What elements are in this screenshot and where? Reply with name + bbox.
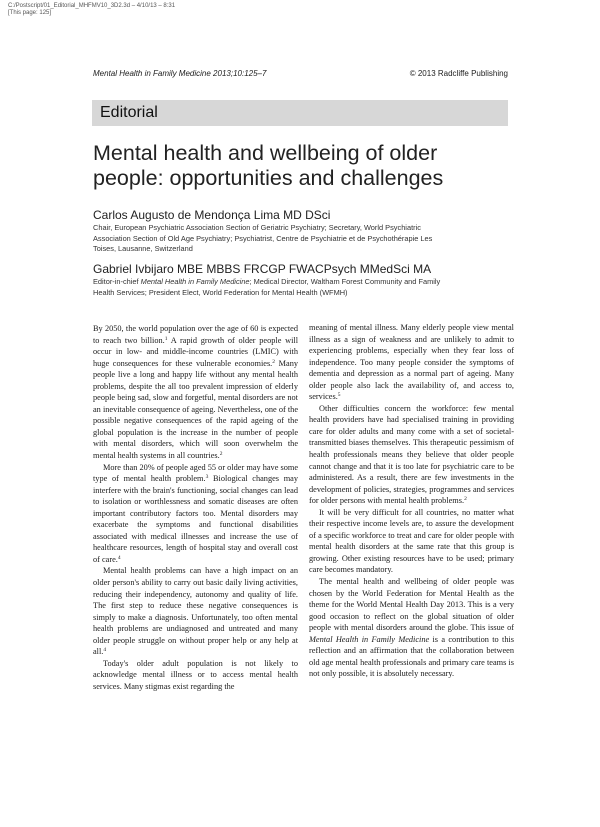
affiliation-line: Toises, Lausanne, Switzerland (93, 244, 193, 254)
citation-ref: 3 (205, 474, 209, 481)
paragraph: By 2050, the world population over the age of 60 is expected to reach two billion.$^1$ A rapid growth of older people will occur in low- and middle-income countries (LMIC) with huge consequences for these vulnerable economies.$^2$ Many people live a long and happy life without any mental health problems, despite the all too prevalent impression of elderly people being sad, slow and forgetful, mental disorders are not an inevitable consequence of ageing. Nevertheless, one of the possible negative consequences of the rapid ageing of the global population is the increase in the number of people with mental disorders, which will soon overwhelm the mental health systems in all countries.$^2$ (93, 324, 298, 461)
affiliation-line: Chair, European Psychiatric Association Section of Geriatric Psychiatry; Secretary, World Psychiatric (93, 223, 421, 232)
author-name: Gabriel Ivbijaro MBE MBBS FRCGP FWACPsych MMedSci MA (93, 262, 432, 276)
citation-ref: 2 (464, 496, 467, 503)
article-title: Mental health and wellbeing of older people: opportunities and challenges (93, 141, 444, 190)
body-column-left (93, 323, 298, 693)
journal-name: Mental Health in Family Medicine (309, 634, 430, 644)
affiliation-line: Association Section of Old Age Psychiatry; Psychiatrist, Centre de Psychiatrie et de Psychothérapie Les (93, 233, 433, 243)
paragraph: Other difficulties concern the workforce: few mental health providers have had specialised training in providing care for older adults and many come with a set of societal-transmitted biases themselves. This therapeutic pessimism of health professionals means they believe that older people cannot change and that it is too late for psychiatric care to be administered. As a result, there are few investments in the development of policies, strategies, programmes and services for older persons with mental health problems.$^2$ (309, 403, 514, 506)
body-column-right (309, 322, 514, 680)
author-block-2 (93, 262, 513, 298)
file-header-page: [This page: 125] (8, 9, 52, 16)
affiliation-text: ; Medical Director, Waltham Forest Community and Family (249, 277, 441, 286)
affiliation-line: Health Services; President Elect, World Federation for Mental Health (WFMH) (93, 287, 348, 297)
paragraph: Today's older adult population is not likely to acknowledge mental illness or to access mental health services. Many stigmas exist regarding the (93, 658, 298, 691)
paragraph: meaning of mental illness. Many elderly people view mental illness as a sign of weakness and are unlikely to admit to experiencing problems, especially when they fear loss of independence. Too many people consider the symptoms of dementia and depression as a normal part of ageing. Many older people also lack the availability of, and access to, services.$^5$ (309, 323, 514, 402)
journal-name: Mental Health in Family Medicine (140, 277, 250, 286)
file-header-path: C:/Postscript/01_Editorial_MHFMV10_3D2.3d – 4/10/13 – 8:31 (8, 3, 176, 9)
section-band (92, 100, 508, 126)
paragraph: Mental health problems can have a high impact on an older person's ability to carry out basic daily living activities, reducing their independency, autonomy and quality of life. The first step to reduce these negative consequences is simply to make a diagnosis. Unfortunately, too often mental health problems are undiagnosed and untreated and many older people struggle on without proper help or any help at all.$^4$ (93, 566, 298, 657)
file-header (8, 3, 175, 16)
author-name: Carlos Augusto de Mendonça Lima MD DSci (93, 208, 331, 222)
affiliation-text: Editor-in-chief (93, 277, 141, 286)
citation-ref: 4 (103, 647, 107, 654)
running-head-journal: Mental Health in Family Medicine 2013;10:125–7 (93, 69, 267, 78)
citation-ref: 4 (117, 554, 121, 561)
citation-ref: 2 (272, 358, 275, 365)
section-label: Editorial (100, 104, 158, 121)
citation-ref: 5 (337, 392, 341, 399)
running-head-copyright: © 2013 Radcliffe Publishing (409, 69, 508, 78)
affiliation-line (93, 277, 513, 288)
author-affiliation (93, 277, 513, 298)
citation-ref: 1 (164, 335, 168, 342)
author-affiliation (93, 223, 513, 255)
citation-ref: 2 (219, 451, 223, 458)
paragraph: The mental health and wellbeing of older people was chosen by the World Federation for Mental Health as the theme for the World Mental Health Day 2013. This is a very good occasion to reflect on the global situation of older people with mental disorders around the globe. This issue of Mental Health in Family Medicine is a contribution to this reflection and an affirmation that the collaboration between old age mental health professionals and primary care teams is not only possible, it is absolutely necessary. (309, 577, 514, 679)
author-block-1 (93, 208, 513, 255)
paragraph: More than 20% of people aged 55 or older may have some type of mental health problem.$^3$ Biological changes may interfere with the brain's functioning, social changes can lead to isolation or worthlessness and somatic diseases are often important contributory factors too. Mental disorders may exacerbate the symptoms and functional disabilities associated with medical illnesses and increase the use of healthcare resources, length of hospital stay and overall cost of care.$^4$ (93, 462, 298, 564)
paragraph: It will be very difficult for all countries, no matter what their respective income levels are, to assure the development of a specific workforce to treat and care for older people with mental health disorders at the same rate that this group is growing. Other existing resources have to be used; primary care becomes mandatory. (309, 507, 514, 575)
